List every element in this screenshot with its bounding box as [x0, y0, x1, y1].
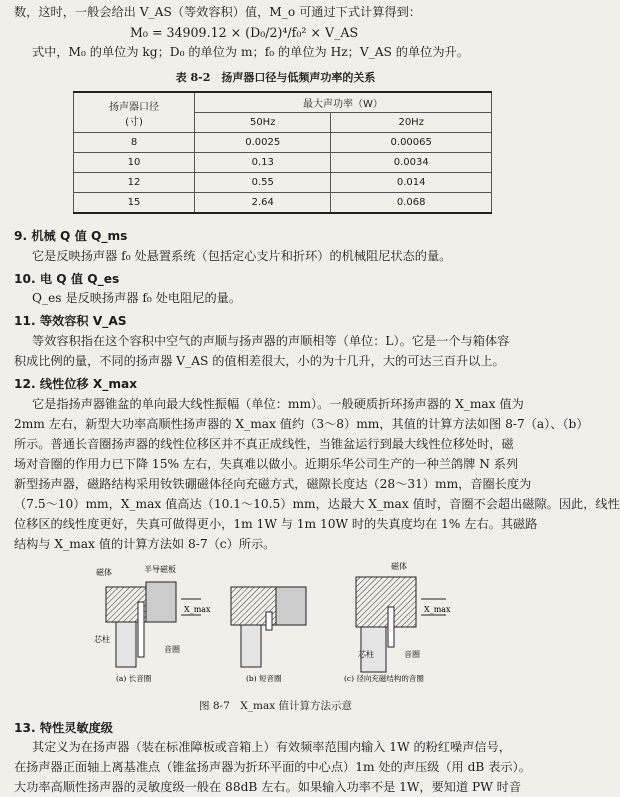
table-header: 20Hz [331, 113, 492, 133]
diagram-b [231, 587, 306, 683]
core-label-c: 芯柱 [358, 650, 374, 659]
text-line: 大功率高顺性扬声器的灵敏度级一般在 88dB 左右。如果输入功率不是 1W，要知道 PW 时音 [14, 780, 522, 794]
text-line: 它是反映扬声器 f₀ 处悬置系统（包括定心支片和折环）的机械阻尼状态的量。 [32, 249, 452, 263]
text-line: 所示。普通长音圈扬声器的线性位移区并不真正成线性，当锥盆运行到最大线性位移处时，磁 [14, 437, 514, 451]
section-heading: 11. 等效容积 V_AS [14, 314, 127, 328]
xmax-diagram [86, 557, 486, 687]
text-line: 新型扬声器，磁路结构采用钕铁硼磁体径向充磁方式，磁隙长度达（28～31）mm，音圈长度为 [14, 477, 532, 491]
caption-c: (c) 径向充磁结构的音圈 [344, 674, 424, 683]
diagram-a [94, 564, 211, 683]
text-line: （7.5～10）mm，X_max 值高达（10.1～10.5）mm，达最大 X_max 值时，音圈不会超出磁隙。因此，线性 [14, 497, 620, 511]
coil-label-a: 音圈 [164, 645, 180, 654]
table-header: 最大声功率（W） [195, 92, 492, 113]
text-line: 2mm 左右，新型大功率高顺性扬声器的 X_max 值约（3～8）mm，其值的计算方法如图 8-7（a）、（b） [14, 417, 589, 431]
text-line: 位移区的线性度更好，失真可做得更小，1m 1W 与 1m 10W 时的失真度均在 1% 左右。其磁路 [14, 517, 538, 531]
section-heading: 9. 机械 Q 值 Q_ms [14, 229, 128, 243]
table-row: 8 0.0025 0.00065 [74, 133, 492, 153]
table-caption: 表 8-2 扬声器口径与低频声功率的关系 [175, 71, 376, 84]
text-line: 它是指扬声器锥盆的单向最大线性振幅（单位：mm）。一般硬质折环扬声器的 X_max 值为 [32, 397, 524, 411]
plate-label-a: 半导磁板 [144, 565, 176, 574]
text-line: 场对音圈的作用力已下降 15% 左右，失真难以做小。近期乐华公司生产的一种兰鸽牌 N 系列 [14, 457, 519, 471]
text-line: 结构与 X_max 值的计算方法如 8-7（c）所示。 [14, 537, 276, 551]
caption-a: (a) 长音圈 [116, 674, 152, 683]
magnet-label-a: 磁体 [96, 568, 112, 577]
xmax-label-c: X_max [424, 605, 451, 614]
text-line: Q_es 是反映扬声器 f₀ 处电阻尼的量。 [32, 291, 242, 305]
text-line: 式中，M₀ 的单位为 kg；D₀ 的单位为 m；f₀ 的单位为 Hz；V_AS 的单位为升。 [32, 45, 469, 59]
coil-label-c: 音圈 [404, 650, 420, 659]
spec-table [73, 91, 492, 214]
text-line: 其定义为在扬声器（装在标准障板或音箱上）有效频率范围内输入 1W 的粉红噪声信号， [32, 740, 511, 754]
table-header: 50Hz [195, 113, 331, 133]
section-heading: 10. 电 Q 值 Q_es [14, 272, 120, 286]
table-header: 扬声器口径 (寸) [74, 92, 195, 133]
text-line: 积成比例的量，不同的扬声器 V_AS 的值相差很大，小的为十几升，大的可达三百升以上。 [14, 354, 505, 368]
section-heading: 12. 线性位移 X_max [14, 377, 138, 391]
magnet-label-c: 磁体 [391, 562, 407, 571]
figure-caption: 图 8-7 X_max 值计算方法示意 [199, 700, 352, 712]
caption-b: (b) 短音圈 [246, 674, 282, 683]
table-row: 12 0.55 0.014 [74, 173, 492, 193]
section-heading: 13. 特性灵敏度级 [14, 721, 113, 735]
text-line: 等效容积指在这个容积中空气的声顺与扬声器的声顺相等（单位：L）。它是一个与箱体容 [32, 334, 510, 348]
diagram-c [344, 561, 451, 683]
xmax-label-a: X_max [184, 605, 211, 614]
table-row: 10 0.13 0.0034 [74, 153, 492, 173]
core-label-a: 芯柱 [94, 635, 110, 644]
formula: M₀ = 34909.12 × (D₀/2)⁴/f₀² × V_AS [130, 25, 359, 40]
text-line: 在扬声器正面轴上离基准点（锥盆扬声器为折环平面的中心点）1m 处的声压级（用 dB 表示）。 [14, 760, 531, 774]
text-line: 数，这时，一般会给出 V_AS（等效容积）值，M_o 可通过下式计算得到： [14, 5, 421, 19]
table-row: 15 2.64 0.068 [74, 193, 492, 214]
